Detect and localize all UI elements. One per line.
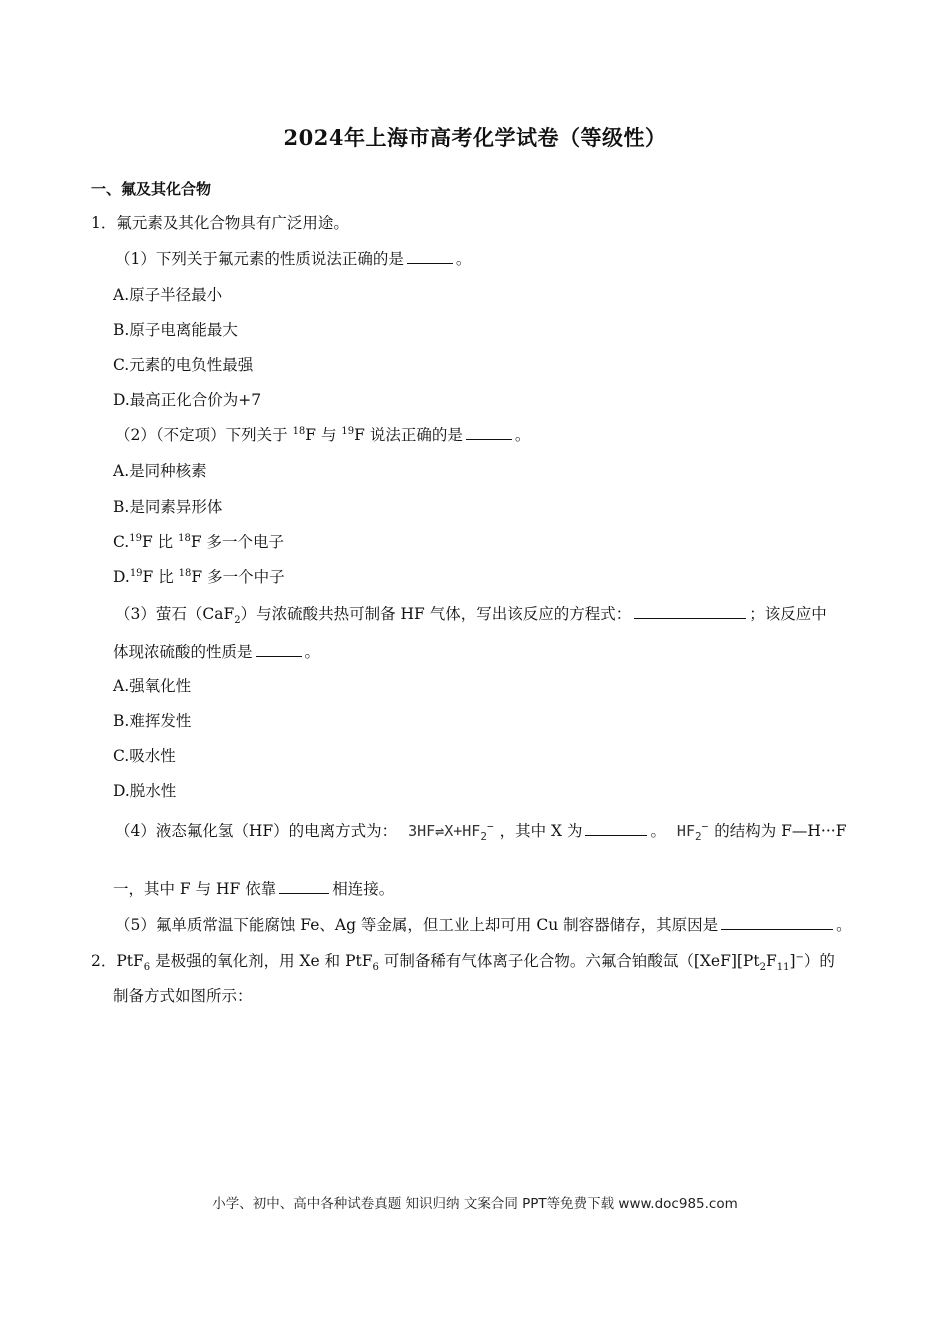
q1-part4-text: ，其中 X 为 (499, 822, 583, 840)
subscript: 2 (234, 615, 241, 627)
q1-part3-text: 体现浓硫酸的性质是 (113, 643, 253, 661)
q1-part2-text: F 说法正确的是 (354, 426, 463, 444)
q1-part4-line2 (113, 878, 394, 900)
subscript: 6 (372, 962, 379, 974)
option-a: A.原子半径最小 (113, 286, 223, 304)
option-text: F 比 (142, 568, 174, 586)
q1-part5-end: 。 (836, 916, 852, 934)
q1-part3 (115, 603, 827, 625)
q1-part4-text: 一，其中 F 与 HF 依靠 (113, 880, 277, 898)
q1-part2-text: F 与 (305, 426, 337, 444)
mass-number: 18 (178, 532, 191, 544)
superscript: − (701, 820, 709, 833)
q1-part2-end: 。 (514, 426, 531, 444)
answer-blank (407, 249, 453, 264)
q1-part2-text: （2）（不定项）下列关于 (115, 426, 288, 444)
answer-blank (256, 642, 302, 657)
q1-part2 (115, 424, 530, 446)
mass-number: 19 (341, 425, 355, 437)
option-c: C.吸水性 (113, 747, 176, 765)
mass-number: 18 (178, 567, 192, 579)
q2-stem (91, 950, 835, 972)
option-d: D.脱水性 (113, 782, 177, 800)
option-c: C.元素的电负性最强 (113, 356, 254, 374)
q1-part1-text: （1）下列关于氟元素的性质说法正确的是 (115, 250, 404, 268)
q1-part1-end: 。 (455, 250, 472, 268)
q2-text: ）的 (803, 952, 835, 970)
subscript: 11 (776, 962, 790, 974)
option-letter: C. (113, 533, 130, 551)
page-title: 2024年上海市高考化学试卷（等级性） (283, 125, 667, 150)
q1-part4-text: 。 (650, 822, 666, 840)
option-a: A.是同种核素 (113, 462, 207, 480)
option-b: B.是同素异形体 (113, 498, 223, 516)
q2-text: 可制备稀有气体离子化合物。六氟合铂酸氙（[XeF][Pt (383, 952, 760, 970)
q1-part3-text: ；该反应中 (749, 605, 827, 623)
option-c (113, 531, 284, 553)
q2-text: 2．PtF (91, 952, 144, 970)
ionization-equation (408, 820, 494, 843)
section-title: 一、氟及其化合物 (91, 180, 212, 198)
q1-part5-text: （5）氟单质常温下能腐蚀 Fe、Ag 等金属，但工业上却可用 Cu 制容器储存，其原因是 (115, 916, 719, 934)
q1-part3-line2 (113, 641, 320, 663)
answer-blank (634, 604, 746, 619)
q1-stem: 1．氟元素及其化合物具有广泛用途。 (91, 214, 349, 232)
q2-line2: 制备方式如图所示： (113, 987, 253, 1005)
mass-number: 18 (292, 425, 306, 437)
q1-part3-text: ）与浓硫酸共热可制备 HF 气体，写出该反应的方程式： (240, 605, 632, 623)
option-d: D.最高正化合价为+7 (113, 391, 262, 409)
option-text: F 多一个电子 (190, 533, 285, 551)
mass-number: 19 (129, 567, 143, 579)
subscript: 2 (694, 830, 702, 843)
q1-part4 (115, 820, 846, 842)
q2-text: ] (789, 952, 796, 970)
answer-blank (721, 915, 833, 930)
hf2-ion-formula (676, 820, 709, 843)
q1-part4-text: 相连接。 (332, 880, 395, 898)
option-text: F 多一个中子 (191, 568, 285, 586)
answer-blank (279, 879, 329, 894)
equation-text: 3HF⇌X+HF (408, 822, 481, 840)
option-text: F 比 (141, 533, 174, 551)
superscript: − (795, 951, 804, 963)
q1-part4-text: 的结构为 F—H···F (714, 822, 847, 840)
option-letter: D. (113, 568, 130, 586)
answer-blank (585, 821, 647, 836)
q1-part4-text: （4）液态氟化氢（HF）的电离方式为： (115, 822, 398, 840)
q1-part5 (115, 914, 852, 936)
page-footer: 小学、初中、高中各种试卷真题 知识归纳 文案合同 PPT等免费下载 www.doc985.com (212, 1196, 738, 1212)
subscript: 6 (143, 962, 151, 974)
option-b: B.原子电离能最大 (113, 321, 238, 339)
q2-text: F (765, 952, 777, 970)
q1-part1 (115, 248, 471, 270)
mass-number: 19 (129, 532, 142, 544)
option-a: A.强氧化性 (113, 677, 192, 695)
option-d (113, 566, 285, 588)
answer-blank (466, 425, 512, 440)
equation-text: HF (676, 822, 695, 840)
option-b: B.难挥发性 (113, 712, 192, 730)
subscript: 2 (480, 830, 487, 843)
superscript: − (486, 820, 494, 833)
q1-part3-text: （3）萤石（CaF (115, 605, 235, 623)
q2-text: 是极强的氧化剂，用 Xe 和 PtF (155, 952, 373, 970)
q1-part3-end: 。 (304, 643, 321, 661)
subscript: 2 (759, 962, 766, 974)
